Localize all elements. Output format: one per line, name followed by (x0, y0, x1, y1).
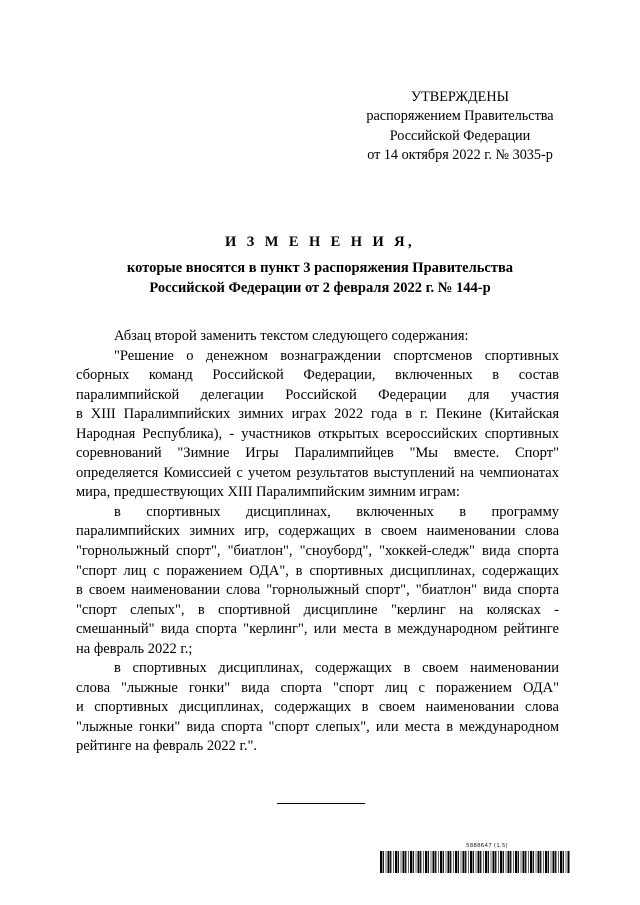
paragraph-line: Абзац второй заменить текстом следующего содержания: (114, 328, 469, 344)
paragraph-line: в спортивных дисциплинах, включенных в программу (114, 503, 559, 520)
approval-heading: УТВЕРЖДЕНЫ (411, 89, 509, 105)
barcode-image (380, 851, 570, 873)
paragraph (76, 659, 559, 757)
paragraph-line: на февраль 2022 г.; (76, 640, 193, 657)
paragraph (76, 327, 559, 347)
approval-line: Российской Федерации (389, 127, 531, 144)
paragraph-line: в спортивных дисциплинах, содержащих в своем наименовании (114, 660, 559, 677)
paragraph-line: соревнований "Зимние Игры Паралимпийцев "Мы вместе. Спорт" (76, 445, 559, 462)
paragraph-line: смешанный" вида спорта "керлинг", или места в международном рейтинге (76, 621, 559, 638)
subtitle-line: Российской Федерации от 2 февраля 2022 г. № 144-р (149, 279, 491, 296)
document-title: И З М Е Н Е Н И Я, (224, 234, 416, 250)
approval-date-number: от 14 октября 2022 г. № 3035-р (367, 147, 553, 164)
paragraph-line: мира, предшествующих XIII Паралимпийским зимним играм: (76, 484, 460, 501)
paragraph-line: "спорт лиц с поражением ОДА", в спортивных дисциплинах, содержащих (76, 562, 559, 579)
paragraph-line: рейтинге на февраль 2022 г.". (76, 738, 258, 755)
paragraph (76, 347, 559, 503)
separator-line (277, 803, 365, 804)
paragraph-line: Народная Республика), - участников открытых всероссийских спортивных (76, 425, 559, 442)
document-code: 5888647 (1.5) (466, 843, 508, 849)
document-body (76, 327, 559, 757)
paragraph-line: "горнолыжный спорт", "биатлон", "сноуборд", "хоккей-следж" вида спорта (76, 543, 559, 560)
paragraph-line: "Решение о денежном вознаграждении спортсменов спортивных (114, 347, 559, 364)
paragraph-line: "лыжные гонки" вида спорта "спорт слепых", или места в международном (76, 718, 559, 735)
approval-block (330, 88, 590, 166)
subtitle-line: которые вносятся в пункт 3 распоряжения Правительства (126, 260, 514, 276)
paragraph-line: "спорт слепых", в спортивной дисциплине "керлинг на колясках - (76, 601, 559, 618)
document-subtitle (60, 259, 580, 298)
paragraph-line: слова "лыжные гонки" вида спорта "спорт лиц с поражением ОДА" (76, 679, 559, 696)
paragraph-line: сборных команд Российской Федерации, включенных в состав (76, 367, 559, 384)
paragraph-line: в XIII Паралимпийских зимних играх 2022 года в г. Пекине (Китайская (76, 406, 559, 423)
paragraph (76, 503, 559, 659)
paragraph-line: и спортивных дисциплинах, содержащих в своем наименовании слова (76, 699, 559, 716)
paragraph-line: паралимпийской делегации Российской Федерации для участия (76, 386, 559, 403)
paragraph-line: определяется Комиссией с учетом результатов выступлений на чемпионатах (76, 464, 559, 481)
paragraph-line: паралимпийских зимних игр, содержащих в своем наименовании слова (76, 523, 559, 540)
approval-line: распоряжением Правительства (366, 108, 554, 125)
paragraph-line: в своем наименовании слова "горнолыжный спорт", "биатлон" вида спорта (76, 582, 559, 599)
